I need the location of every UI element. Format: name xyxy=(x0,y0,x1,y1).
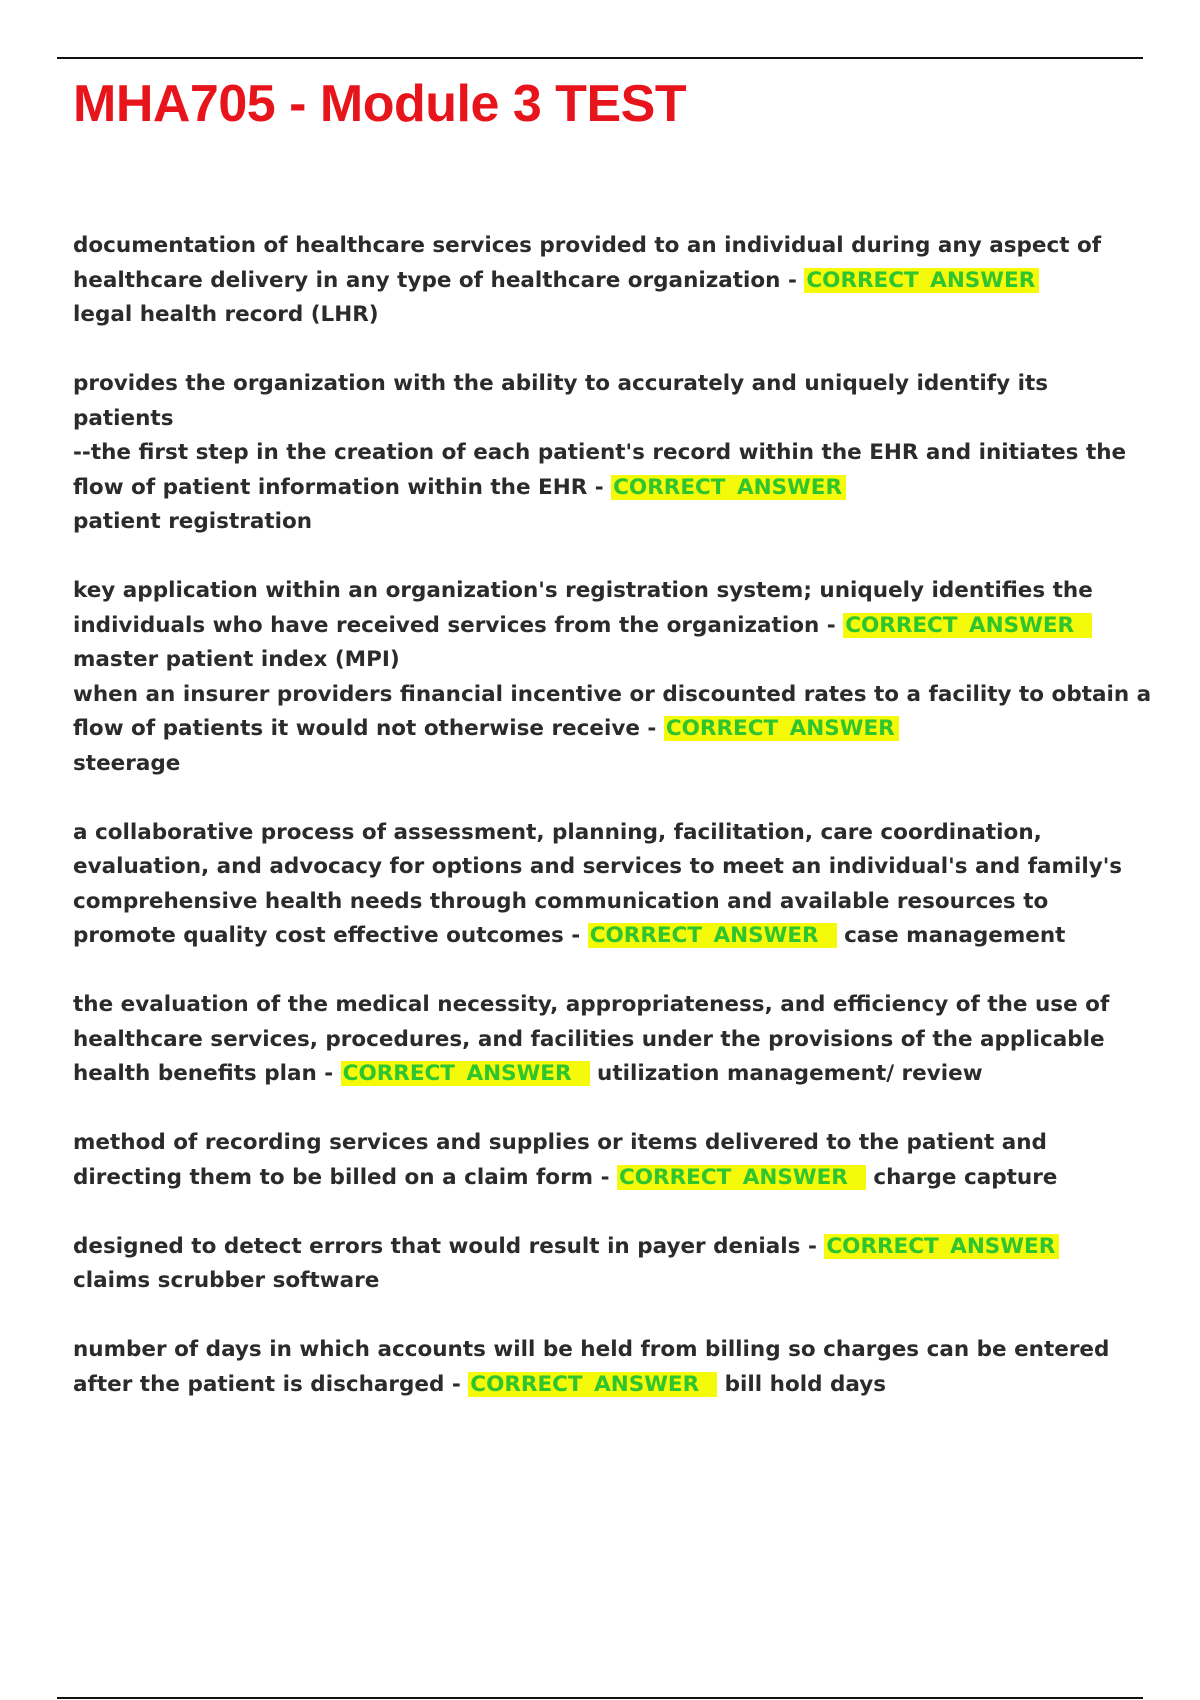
answer-term: master patient index (MPI) xyxy=(73,647,400,672)
separator: - xyxy=(800,1233,825,1259)
answer-term: claims scrubber software xyxy=(73,1268,380,1293)
correct-answer-highlight: CORRECT ANSWER xyxy=(824,1234,1059,1259)
question-text: when an insurer providers financial incentive or discounted rates to a facility to obtain a flow of patients it would not otherwise receive xyxy=(73,681,1152,741)
answer-term: steerage xyxy=(73,750,181,776)
qa-item-4 xyxy=(73,678,1153,782)
qa-item-1 xyxy=(73,229,1153,333)
answer-term: utilization management/ review xyxy=(597,1061,983,1086)
separator: - xyxy=(444,1371,469,1397)
qa-item-8 xyxy=(73,1230,1153,1299)
correct-answer-highlight: CORRECT ANSWER xyxy=(611,475,846,500)
separator: - xyxy=(780,267,805,293)
correct-answer-highlight: CORRECT ANSWER xyxy=(664,716,899,741)
question-text: a collaborative process of assessment, planning, facilitation, care coordination, evaluation, and advocacy for options and services to meet an individual's and family's comprehensive health needs through communication and available resources to promote quality cost effective outcomes xyxy=(73,819,1123,948)
correct-answer-highlight: CORRECT ANSWER xyxy=(341,1061,590,1086)
question-text: method of recording services and supplies or items delivered to the patient and directing them to be billed on a claim form xyxy=(73,1130,1047,1190)
top-rule xyxy=(57,57,1143,59)
bottom-rule xyxy=(57,1697,1143,1699)
page-title: MHA705 - Module 3 TEST xyxy=(73,75,687,133)
qa-item-5 xyxy=(73,816,1153,954)
correct-answer-highlight: CORRECT ANSWER xyxy=(617,1165,866,1190)
qa-list xyxy=(73,229,1153,1437)
question-text: provides the organization with the ability to accurately and uniquely identify its patients xyxy=(73,371,1049,431)
question-text: documentation of healthcare services provided to an individual during any aspect of healthcare delivery in any type of healthcare organization xyxy=(73,233,1102,293)
qa-item-7 xyxy=(73,1126,1153,1195)
correct-answer-highlight: CORRECT ANSWER xyxy=(588,923,837,948)
separator: - xyxy=(639,716,664,741)
question-text: designed to detect errors that would result in payer denials xyxy=(73,1233,801,1259)
qa-item-6 xyxy=(73,988,1153,1092)
correct-answer-highlight: CORRECT ANSWER xyxy=(468,1372,717,1397)
answer-term: bill hold days xyxy=(724,1371,887,1397)
qa-item-2 xyxy=(73,367,1153,540)
correct-answer-highlight: CORRECT ANSWER xyxy=(804,268,1039,293)
separator: - xyxy=(563,923,588,948)
separator: - xyxy=(593,1164,617,1190)
question-text: key application within an organization's registration system; uniquely identifies the individuals who have received services from the organization xyxy=(73,578,1093,638)
qa-item-9 xyxy=(73,1333,1153,1402)
answer-term: patient registration xyxy=(73,509,313,534)
separator: - xyxy=(819,612,844,638)
question-text-line2: --the first step in the creation of each patient's record within the EHR and initiates the flow of patient information within the EHR xyxy=(73,440,1127,500)
question-text: number of days in which accounts will be held from billing so charges can be entered after the patient is discharged xyxy=(73,1337,1110,1397)
answer-term: legal health record (LHR) xyxy=(73,302,379,327)
separator: - xyxy=(316,1061,341,1086)
answer-term: charge capture xyxy=(873,1164,1058,1190)
qa-item-3 xyxy=(73,574,1153,678)
correct-answer-highlight: CORRECT ANSWER xyxy=(843,613,1092,638)
answer-term: case management xyxy=(844,923,1066,948)
separator: - xyxy=(587,474,612,500)
question-text: the evaluation of the medical necessity, appropriateness, and efficiency of the use of healthcare services, procedures, and facilities under the provisions of the applicable health benefits plan xyxy=(73,992,1110,1086)
